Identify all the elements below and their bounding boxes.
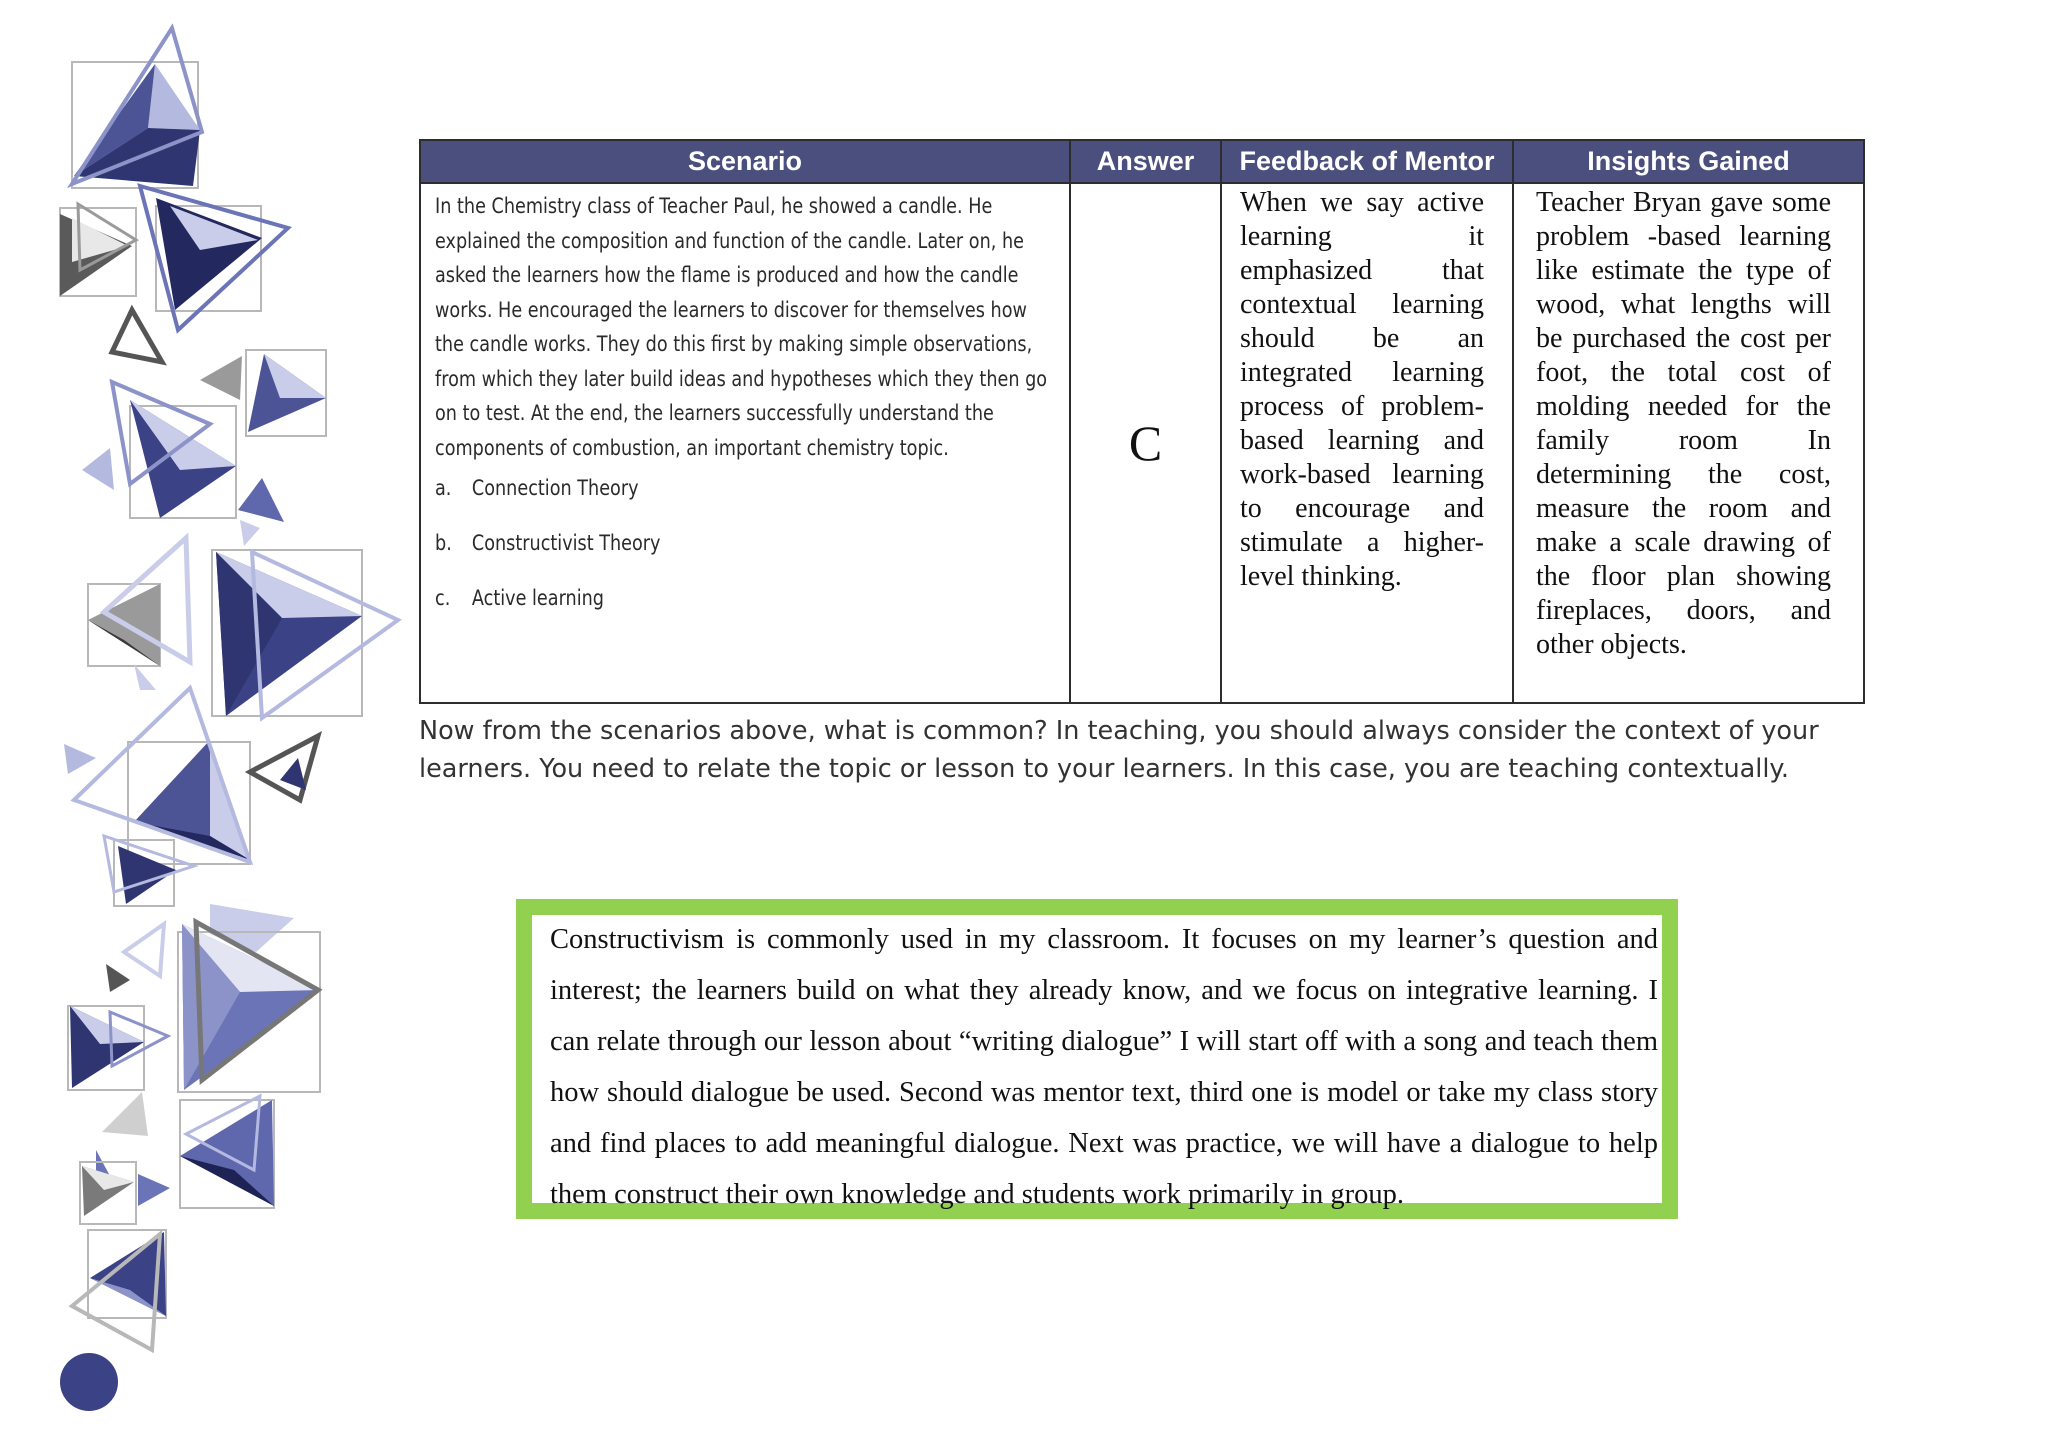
option-letter: c.	[435, 586, 451, 611]
scenario-text: In the Chemistry class of Teacher Paul, he showed a candle. He explained the composition and function of the candle. Later on, he asked the learners how the flame is produced and how the candle works. He encouraged the learners to discover for themselves how the candle works. They do this first by making simple observations, from which they later build ideas and hypotheses which they then go on to test. At the end, the learners successfully understand the components of combustion, an important chemistry topic.	[435, 194, 1048, 461]
summary-paragraph: Now from the scenarios above, what is common? In teaching, you should always consider the context of your learners. You need to relate the topic or lesson to your learners. In this case, you are teaching contextually.	[419, 716, 1819, 784]
reflection-text: Constructivism is commonly used in my classroom. It focuses on my learner’s question and interest; the learners build on what they already know, and we focus on integrative learning. I can relate through our lesson about “writing dialogue” I will start off with a song and teach them how should dialogue be used. Second was mentor text, third one is model or take my class story and find places to add meaningful dialogue. Next was practice, we will have a dialogue to help them construct their own knowledge and students work primarily in group.	[550, 924, 1658, 1210]
reflection-box	[516, 899, 1678, 1219]
feedback-cell	[1221, 183, 1513, 703]
header-feedback: Feedback of Mentor	[1221, 140, 1513, 183]
option-a	[435, 476, 1055, 531]
option-text: Active learning	[471, 586, 604, 611]
option-letter: a.	[435, 476, 452, 501]
option-text: Constructivist Theory	[471, 531, 661, 556]
answer-cell	[1070, 183, 1221, 703]
insights-text: Teacher Bryan gave some problem -based learning like estimate the type of wood, what lengths will be purchased the cost per foot, the total cost of molding needed for the family room In determining the cost, measure the room and make a scale drawing of the floor plan showing fireplaces, doors, and other objects.	[1536, 187, 1831, 660]
feedback-text: When we say active learning it emphasized that contextual learning should be an integrated learning process of problem-based learning and work-based learning to encourage and stimulate a higher-level thinking.	[1240, 187, 1484, 592]
answer-options	[435, 476, 1055, 641]
answer-value: C	[1128, 415, 1163, 471]
option-text: Connection Theory	[471, 476, 639, 501]
header-scenario: Scenario	[420, 140, 1070, 183]
option-letter: b.	[435, 531, 452, 556]
decorative-triangles	[0, 0, 420, 1448]
table-row	[420, 183, 1864, 703]
table-header-row	[420, 140, 1864, 183]
header-answer: Answer	[1070, 140, 1221, 183]
option-b	[435, 531, 1055, 586]
insights-cell	[1513, 183, 1864, 703]
header-insights: Insights Gained	[1513, 140, 1864, 183]
scenario-cell	[420, 183, 1070, 703]
scenario-table	[419, 139, 1865, 704]
option-c	[435, 586, 1055, 641]
